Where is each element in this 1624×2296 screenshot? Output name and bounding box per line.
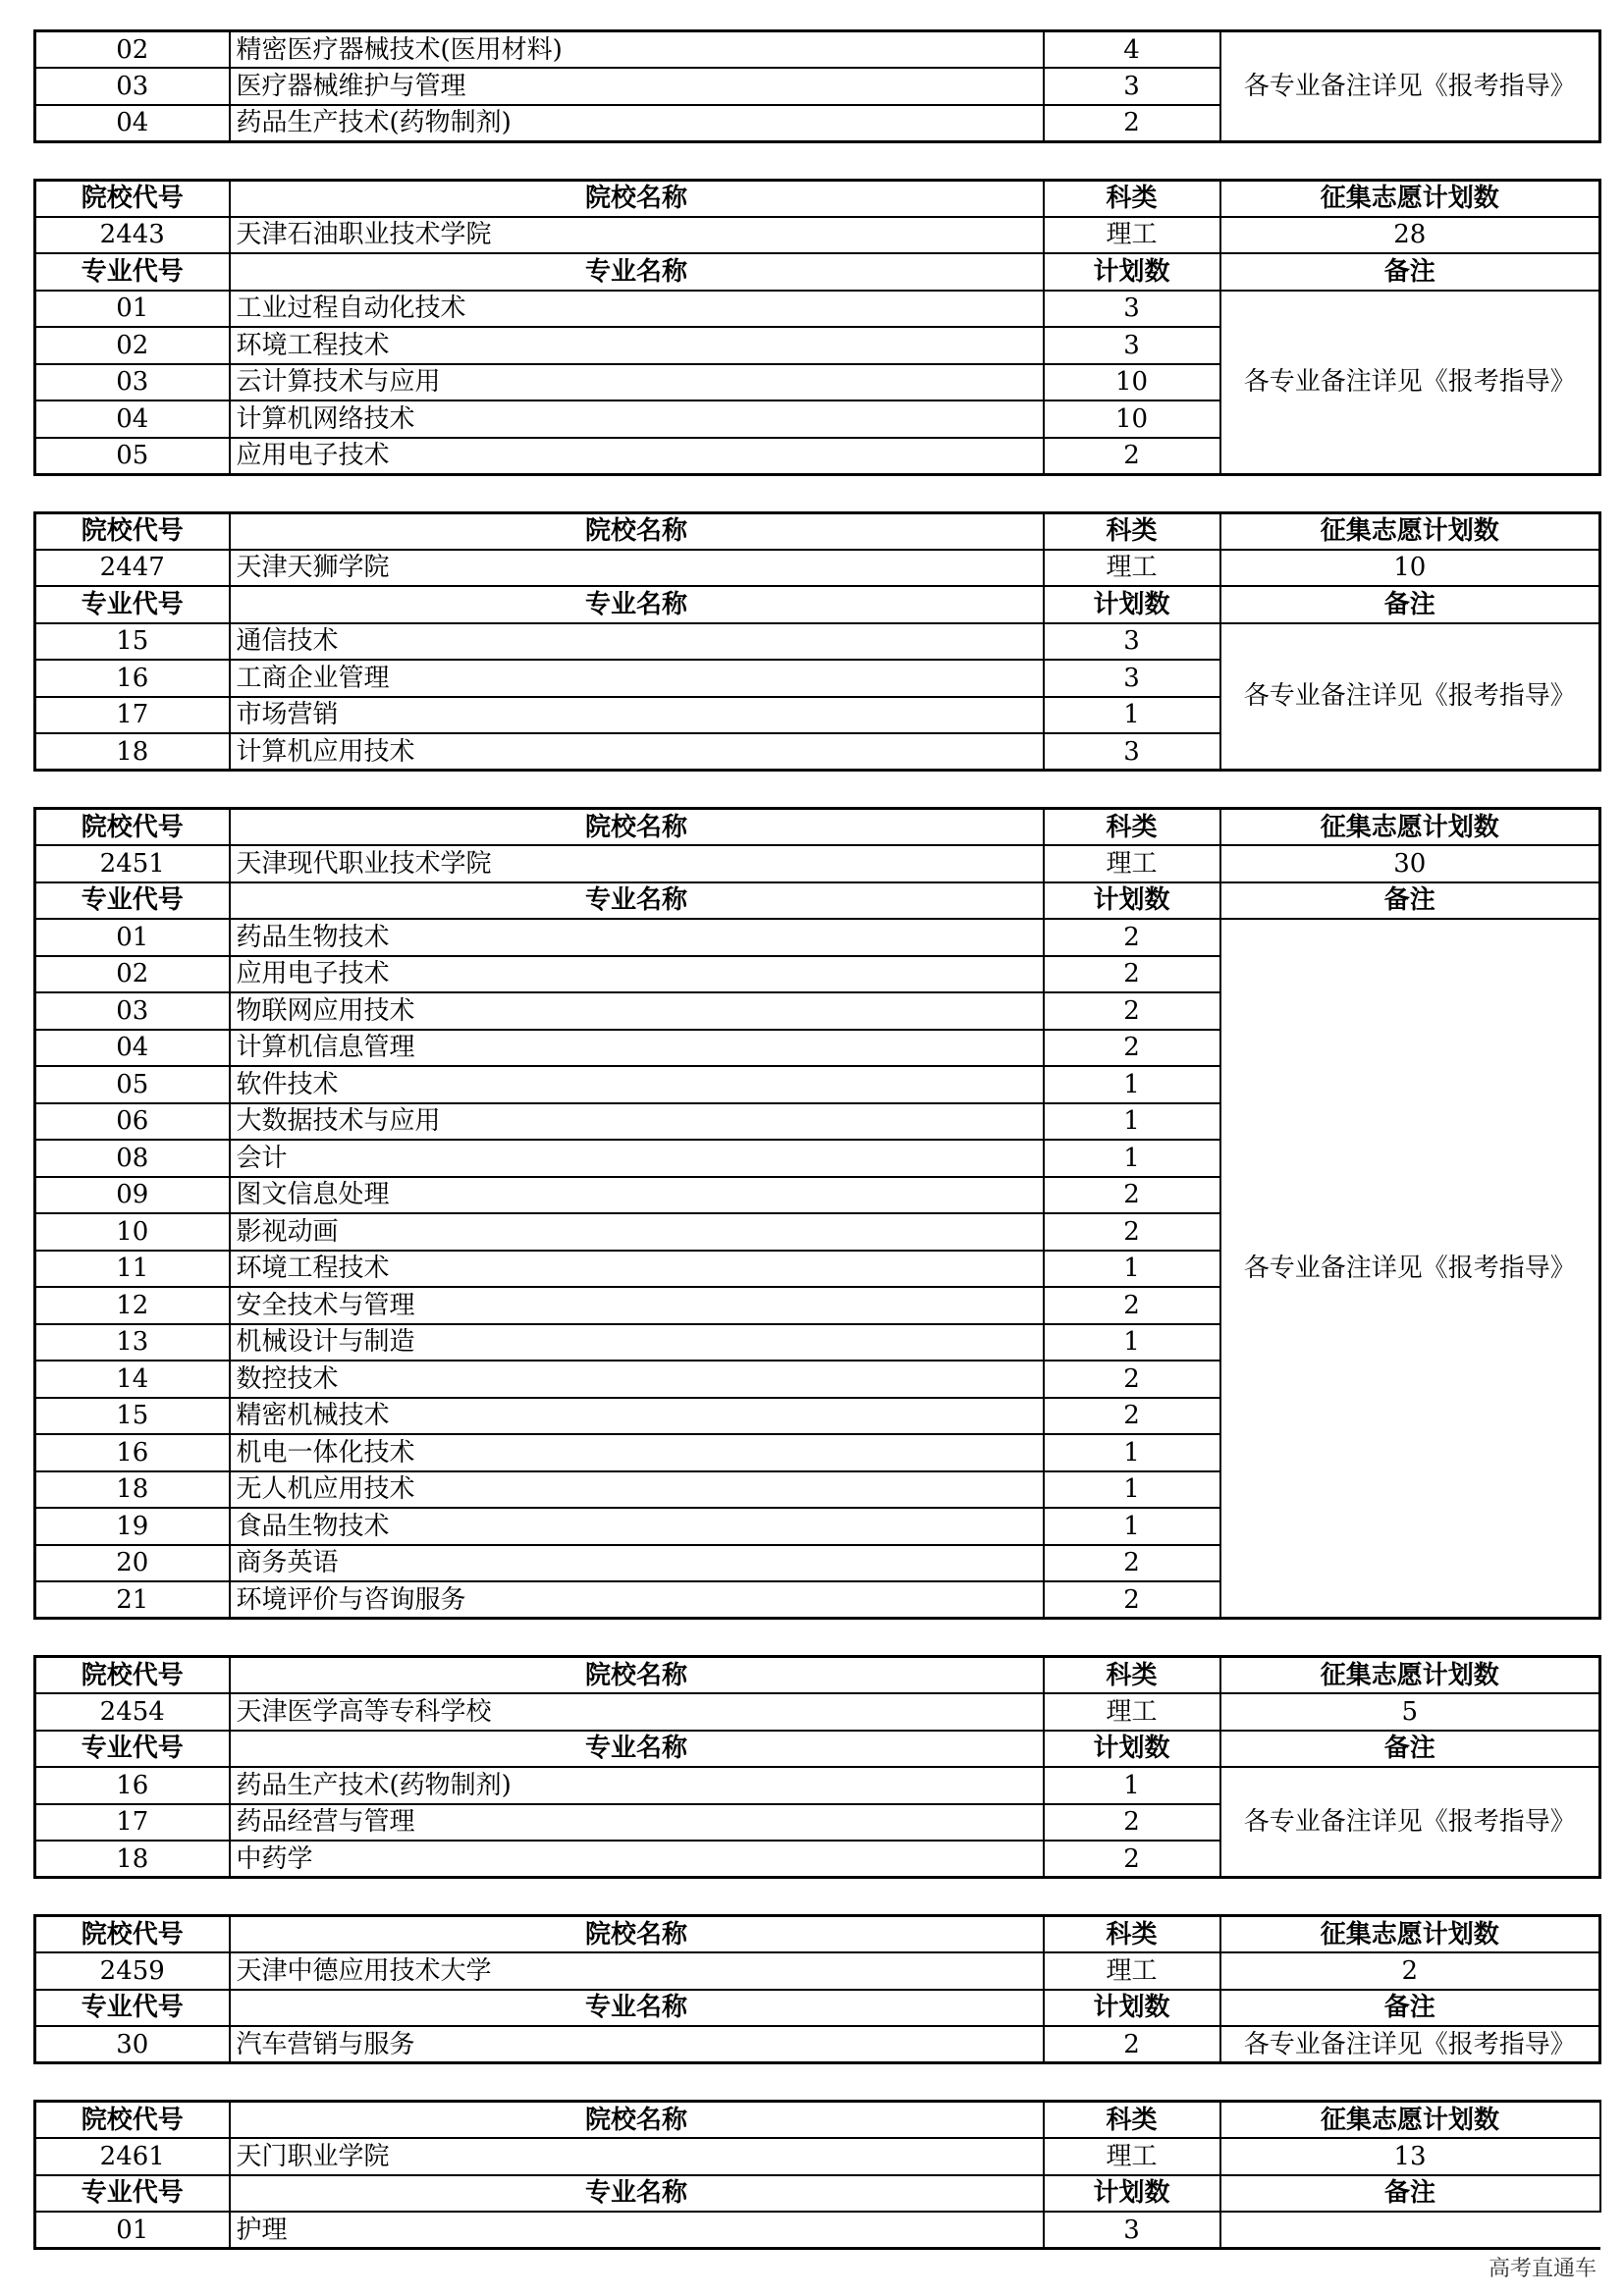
major-header-row [35,2175,1600,2213]
major-plan: 3 [1044,291,1220,328]
major-name: 物联网应用技术 [230,992,1044,1030]
major-code: 17 [35,697,230,734]
school-table [33,511,1601,773]
major-plan: 2 [1044,105,1220,142]
header-major-name: 专业名称 [230,882,1044,920]
major-plan: 3 [1044,68,1220,105]
school-quota: 13 [1220,2138,1600,2175]
major-name: 计算机网络技术 [230,400,1044,438]
school-name: 天津石油职业技术学院 [230,217,1044,254]
header-major-code: 专业代号 [35,882,230,920]
major-header-row [35,253,1600,291]
school-category: 理工 [1044,2138,1220,2175]
major-plan: 1 [1044,1066,1220,1103]
major-code: 15 [35,623,230,661]
major-code: 01 [35,919,230,956]
major-name: 计算机应用技术 [230,733,1044,771]
major-plan: 1 [1044,1767,1220,1804]
header-school-name: 院校名称 [230,809,1044,846]
header-quota: 征集志愿计划数 [1220,512,1600,550]
header-category: 科类 [1044,1916,1220,1953]
major-code: 03 [35,68,230,105]
header-school-code: 院校代号 [35,1657,230,1694]
school-header-row [35,1657,1600,1694]
remark-cell: 各专业备注详见《报考指导》 [1220,623,1600,771]
header-school-code: 院校代号 [35,1916,230,1953]
school-table [33,179,1601,476]
header-school-name: 院校名称 [230,180,1044,217]
school-name: 天津医学高等专科学校 [230,1693,1044,1731]
major-plan: 2 [1044,1213,1220,1251]
school-code: 2447 [35,550,230,587]
major-plan: 10 [1044,400,1220,438]
watermark: 高考直通车 [1488,2257,1597,2281]
major-name: 精密医疗器械技术(医用材料) [230,31,1044,69]
header-quota: 征集志愿计划数 [1220,180,1600,217]
major-plan: 2 [1044,1545,1220,1582]
major-plan: 1 [1044,1103,1220,1141]
major-code: 17 [35,1804,230,1842]
remark-cell: 各专业备注详见《报考指导》 [1220,1767,1600,1878]
school-category: 理工 [1044,550,1220,587]
major-plan: 2 [1044,438,1220,475]
major-name: 药品经营与管理 [230,1804,1044,1842]
major-code: 18 [35,1471,230,1509]
major-row [35,291,1600,328]
school-category: 理工 [1044,845,1220,882]
remark-cell: 各专业备注详见《报考指导》 [1220,31,1600,142]
header-major-name: 专业名称 [230,586,1044,623]
school-category: 理工 [1044,1952,1220,1990]
header-school-code: 院校代号 [35,2102,230,2139]
major-name: 机电一体化技术 [230,1434,1044,1471]
header-remark: 备注 [1220,1990,1600,2027]
school-quota: 2 [1220,1952,1600,1990]
remark-cell-empty [1220,2212,1600,2249]
major-name: 精密机械技术 [230,1398,1044,1435]
major-header-row [35,1731,1600,1768]
major-name: 工商企业管理 [230,660,1044,697]
header-quota: 征集志愿计划数 [1220,1916,1600,1953]
school-code: 2443 [35,217,230,254]
major-plan: 1 [1044,1324,1220,1362]
major-code: 16 [35,1434,230,1471]
major-plan: 4 [1044,31,1220,69]
major-name: 计算机信息管理 [230,1030,1044,1067]
major-plan: 2 [1044,1030,1220,1067]
major-name: 商务英语 [230,1545,1044,1582]
header-category: 科类 [1044,512,1220,550]
school-table [33,2100,1601,2250]
header-remark: 备注 [1220,1731,1600,1768]
major-code: 19 [35,1508,230,1545]
header-plan: 计划数 [1044,1990,1220,2027]
header-remark: 备注 [1220,586,1600,623]
major-code: 03 [35,364,230,401]
major-code: 13 [35,1324,230,1362]
school-info-row [35,845,1600,882]
major-plan: 3 [1044,660,1220,697]
major-plan: 1 [1044,1251,1220,1288]
major-plan: 3 [1044,327,1220,364]
major-plan: 1 [1044,1508,1220,1545]
school-code: 2459 [35,1952,230,1990]
major-code: 01 [35,2212,230,2249]
school-quota: 5 [1220,1693,1600,1731]
major-row [35,623,1600,661]
school-info-row [35,1693,1600,1731]
major-name: 安全技术与管理 [230,1287,1044,1324]
school-header-row [35,2102,1600,2139]
major-name: 数控技术 [230,1361,1044,1398]
major-plan: 2 [1044,1177,1220,1214]
header-school-name: 院校名称 [230,1916,1044,1953]
major-code: 14 [35,1361,230,1398]
major-name: 药品生产技术(药物制剂) [230,105,1044,142]
major-row [35,31,1600,69]
major-name: 无人机应用技术 [230,1471,1044,1509]
major-plan: 2 [1044,956,1220,993]
major-code: 09 [35,1177,230,1214]
major-code: 04 [35,1030,230,1067]
school-code: 2451 [35,845,230,882]
school-category: 理工 [1044,217,1220,254]
major-code: 11 [35,1251,230,1288]
header-school-code: 院校代号 [35,180,230,217]
school-info-row [35,2138,1600,2175]
school-info-row [35,217,1600,254]
major-code: 05 [35,438,230,475]
major-row [35,919,1600,956]
header-major-code: 专业代号 [35,586,230,623]
school-header-row [35,180,1600,217]
major-code: 03 [35,992,230,1030]
major-code: 18 [35,1841,230,1878]
school-quota: 28 [1220,217,1600,254]
header-major-code: 专业代号 [35,1731,230,1768]
header-remark: 备注 [1220,2175,1600,2213]
header-plan: 计划数 [1044,882,1220,920]
school-info-row [35,1952,1600,1990]
school-header-row [35,512,1600,550]
header-school-name: 院校名称 [230,1657,1044,1694]
major-name: 药品生产技术(药物制剂) [230,1767,1044,1804]
major-code: 08 [35,1140,230,1177]
major-plan: 2 [1044,1841,1220,1878]
school-quota: 10 [1220,550,1600,587]
school-quota: 30 [1220,845,1600,882]
major-code: 10 [35,1213,230,1251]
school-table [33,1655,1601,1879]
admission-plan-document [33,29,1598,2250]
major-name: 影视动画 [230,1213,1044,1251]
major-code: 05 [35,1066,230,1103]
major-name: 环境工程技术 [230,1251,1044,1288]
major-plan: 2 [1044,1287,1220,1324]
major-name: 软件技术 [230,1066,1044,1103]
major-name: 会计 [230,1140,1044,1177]
major-plan: 2 [1044,919,1220,956]
header-major-code: 专业代号 [35,253,230,291]
school-header-row [35,809,1600,846]
major-name: 通信技术 [230,623,1044,661]
remark-cell: 各专业备注详见《报考指导》 [1220,2026,1600,2063]
major-row [35,1767,1600,1804]
major-code: 12 [35,1287,230,1324]
school-category: 理工 [1044,1693,1220,1731]
header-plan: 计划数 [1044,586,1220,623]
major-header-row [35,586,1600,623]
major-code: 30 [35,2026,230,2063]
major-plan: 1 [1044,697,1220,734]
major-code: 16 [35,660,230,697]
major-code: 06 [35,1103,230,1141]
header-category: 科类 [1044,2102,1220,2139]
major-plan: 2 [1044,2026,1220,2063]
major-plan: 1 [1044,1471,1220,1509]
header-remark: 备注 [1220,253,1600,291]
major-plan: 3 [1044,2212,1220,2249]
header-quota: 征集志愿计划数 [1220,2102,1600,2139]
header-major-name: 专业名称 [230,253,1044,291]
major-code: 18 [35,733,230,771]
major-name: 药品生物技术 [230,919,1044,956]
header-plan: 计划数 [1044,253,1220,291]
major-name: 机械设计与制造 [230,1324,1044,1362]
major-plan: 1 [1044,1140,1220,1177]
major-header-row [35,882,1600,920]
major-name: 医疗器械维护与管理 [230,68,1044,105]
major-name: 环境工程技术 [230,327,1044,364]
school-name: 天门职业学院 [230,2138,1044,2175]
header-category: 科类 [1044,180,1220,217]
header-school-name: 院校名称 [230,2102,1044,2139]
major-name: 工业过程自动化技术 [230,291,1044,328]
major-plan: 2 [1044,1581,1220,1619]
school-table [33,1914,1601,2064]
major-code: 02 [35,31,230,69]
major-code: 01 [35,291,230,328]
header-major-code: 专业代号 [35,2175,230,2213]
header-school-code: 院校代号 [35,512,230,550]
major-name: 环境评价与咨询服务 [230,1581,1044,1619]
major-name: 图文信息处理 [230,1177,1044,1214]
major-plan: 3 [1044,623,1220,661]
major-name: 云计算技术与应用 [230,364,1044,401]
major-plan: 3 [1044,733,1220,771]
major-code: 02 [35,956,230,993]
major-plan: 2 [1044,1398,1220,1435]
header-school-name: 院校名称 [230,512,1044,550]
header-major-name: 专业名称 [230,1731,1044,1768]
remark-cell: 各专业备注详见《报考指导》 [1220,291,1600,475]
major-code: 21 [35,1581,230,1619]
header-plan: 计划数 [1044,1731,1220,1768]
header-major-name: 专业名称 [230,1990,1044,2027]
header-quota: 征集志愿计划数 [1220,809,1600,846]
major-name: 应用电子技术 [230,956,1044,993]
major-plan: 2 [1044,1361,1220,1398]
major-code: 04 [35,105,230,142]
header-major-code: 专业代号 [35,1990,230,2027]
school-header-row [35,1916,1600,1953]
header-category: 科类 [1044,809,1220,846]
major-row [35,2026,1600,2063]
major-plan: 2 [1044,992,1220,1030]
major-code: 16 [35,1767,230,1804]
school-name: 天津天狮学院 [230,550,1044,587]
major-name: 食品生物技术 [230,1508,1044,1545]
major-code: 02 [35,327,230,364]
major-name: 大数据技术与应用 [230,1103,1044,1141]
major-name: 护理 [230,2212,1044,2249]
remark-cell: 各专业备注详见《报考指导》 [1220,919,1600,1619]
major-code: 04 [35,400,230,438]
major-code: 15 [35,1398,230,1435]
header-remark: 备注 [1220,882,1600,920]
school-name: 天津中德应用技术大学 [230,1952,1044,1990]
major-plan: 1 [1044,1434,1220,1471]
header-major-name: 专业名称 [230,2175,1044,2213]
school-name: 天津现代职业技术学院 [230,845,1044,882]
major-name: 中药学 [230,1841,1044,1878]
school-info-row [35,550,1600,587]
major-row [35,2212,1600,2249]
school-code: 2461 [35,2138,230,2175]
major-name: 应用电子技术 [230,438,1044,475]
header-quota: 征集志愿计划数 [1220,1657,1600,1694]
header-school-code: 院校代号 [35,809,230,846]
continuation-table [33,29,1601,143]
major-name: 汽车营销与服务 [230,2026,1044,2063]
major-plan: 2 [1044,1804,1220,1842]
major-code: 20 [35,1545,230,1582]
major-header-row [35,1990,1600,2027]
major-name: 市场营销 [230,697,1044,734]
header-plan: 计划数 [1044,2175,1220,2213]
header-category: 科类 [1044,1657,1220,1694]
school-table [33,807,1601,1620]
major-plan: 10 [1044,364,1220,401]
school-code: 2454 [35,1693,230,1731]
